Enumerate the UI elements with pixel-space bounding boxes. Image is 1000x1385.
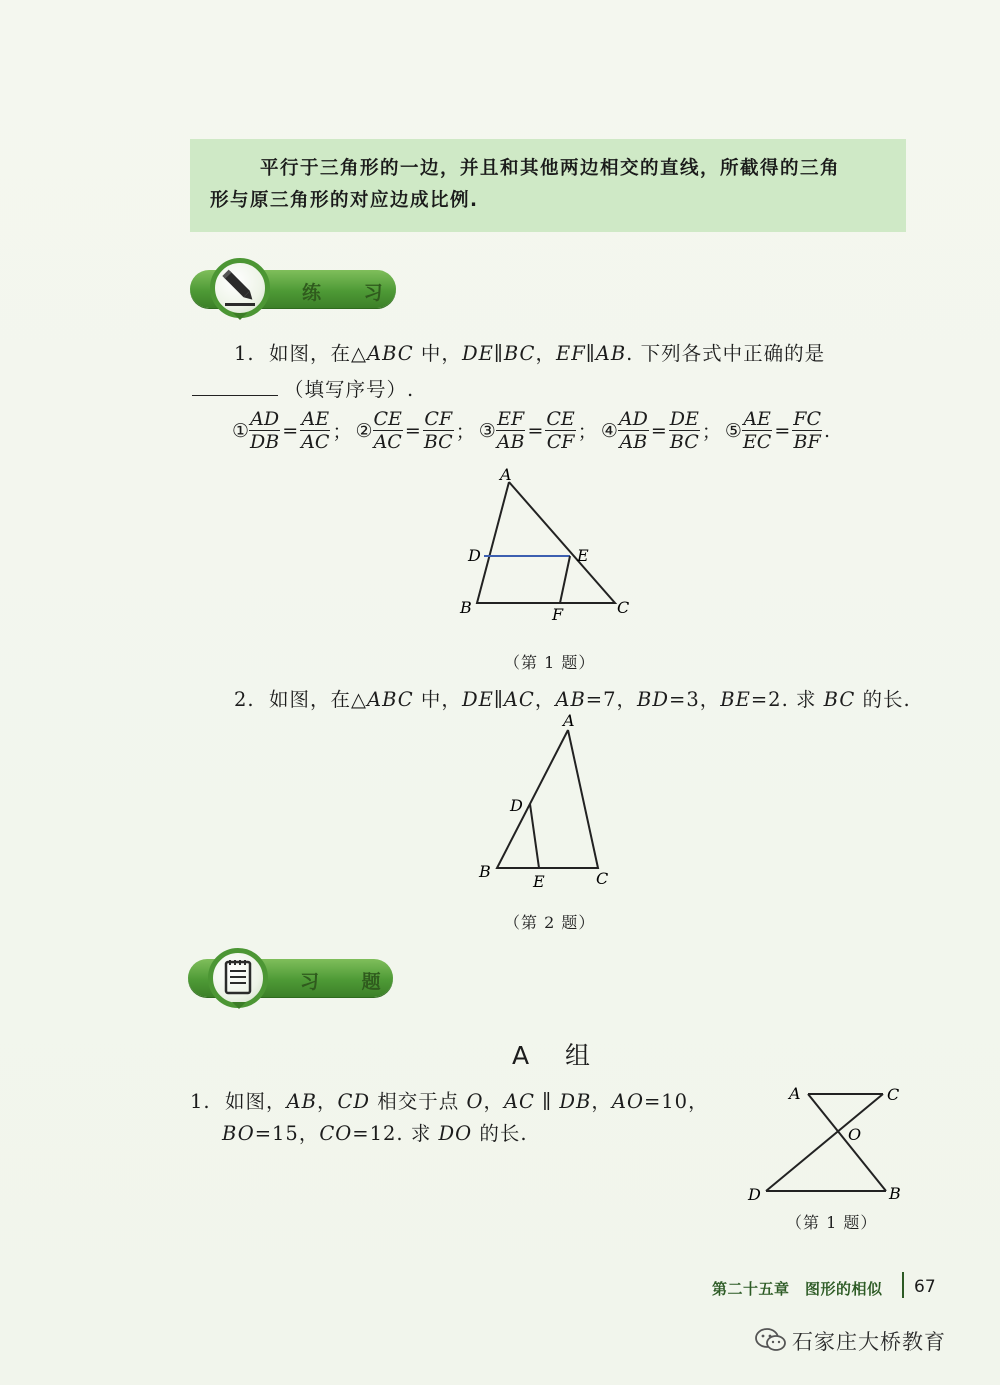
option-mark: ⑤ [724, 419, 742, 442]
label-b: B [889, 1184, 901, 1203]
option-2: ② $\frac{CE}{AC}$ = $\frac{CF}{BC}$ ； [355, 408, 475, 453]
exercises-arrow-icon [232, 1002, 246, 1009]
fraction: $\frac{AD}{DB}$ [250, 408, 280, 453]
practice-label: 练 习 [302, 282, 401, 304]
triangle-abc [477, 482, 615, 603]
exercise-q1-line1: 1. 如图，AB，CD 相交于点 O，AC ∥ DB，AO=10， [190, 1090, 709, 1113]
practice-q2-figure [470, 706, 620, 891]
exercises-icon-circle [208, 948, 268, 1008]
label-a: A [789, 1084, 801, 1103]
label-o: O [848, 1125, 862, 1144]
pencil-icon [215, 263, 265, 313]
exercises-label: 习 题 [300, 971, 399, 993]
label-c: C [596, 869, 609, 888]
option-mark: ① [232, 419, 250, 442]
label-a: A [563, 711, 575, 730]
fraction: $\frac{EF}{AB}$ [496, 408, 525, 453]
practice-arrow-icon [233, 313, 247, 320]
label-c: C [887, 1085, 900, 1104]
exercise-q1-caption: （第 1 题） [786, 1213, 878, 1232]
practice-q1-line1: 1. 如图，在△ABC 中，DE∥BC，EF∥AB. 下列各式中正确的是 [234, 342, 826, 365]
fraction: $\frac{CE}{CF}$ [546, 408, 575, 453]
option-3: ③ $\frac{EF}{AB}$ = $\frac{CE}{CF}$ ； [478, 408, 597, 453]
label-b: B [460, 598, 472, 617]
practice-q1-figure [455, 460, 645, 630]
fraction: $\frac{CF}{BC}$ [423, 408, 453, 453]
practice-q1-caption: （第 1 题） [504, 653, 596, 672]
practice-q2-text: 2. 如图，在△ABC 中，DE∥AC，AB=7，BD=3，BE=2. 求 BC 的长. [234, 688, 911, 711]
practice-icon-circle [210, 258, 270, 318]
practice-q1-line2: （填写序号）. [192, 374, 414, 402]
label-e: E [577, 546, 589, 565]
answer-blank[interactable] [192, 395, 278, 396]
exercise-q1-line2: BO=15，CO=12. 求 DO 的长. [222, 1122, 528, 1145]
exercise-q1-figure [740, 1078, 910, 1208]
page-number: 67 [914, 1277, 936, 1297]
fraction: $\frac{DE}{BC}$ [669, 408, 699, 453]
wechat-icon [754, 1326, 788, 1354]
fraction: $\frac{AE}{AC}$ [301, 408, 330, 453]
fraction: $\frac{AE}{EC}$ [742, 408, 772, 453]
fraction: $\frac{CE}{AC}$ [373, 408, 402, 453]
theorem-box [190, 139, 906, 232]
option-mark: ④ [600, 419, 618, 442]
label-d: D [748, 1185, 761, 1204]
label-e: E [533, 872, 545, 891]
notepad-icon [213, 953, 263, 1003]
option-4: ④ $\frac{AD}{AB}$ = $\frac{DE}{BC}$ ； [600, 408, 721, 453]
segment-de [530, 804, 539, 868]
fraction: $\frac{AD}{AB}$ [618, 408, 648, 453]
practice-q1-options [232, 408, 834, 453]
group-title: A 组 [512, 1041, 605, 1070]
option-1: ① $\frac{AD}{DB}$ = $\frac{AE}{AC}$ ； [232, 408, 352, 453]
practice-q2-caption: （第 2 题） [504, 913, 596, 932]
segment-cd [766, 1094, 883, 1191]
segment-ef [560, 556, 570, 603]
label-f: F [552, 605, 564, 624]
label-b: B [479, 862, 491, 881]
theorem-line-2: 形与原三角形的对应边成比例. [210, 190, 479, 211]
footer-divider [902, 1272, 904, 1298]
label-a: A [500, 465, 512, 484]
option-mark: ③ [478, 419, 496, 442]
option-5: ⑤ $\frac{AE}{EC}$ = $\frac{FC}{BF}$ . [724, 408, 831, 453]
footer-chapter: 第二十五章 图形的相似 [712, 1280, 883, 1298]
label-c: C [617, 598, 630, 617]
theorem-line-1: 平行于三角形的一边，并且和其他两边相交的直线，所截得的三角 [260, 158, 841, 179]
label-d: D [510, 796, 523, 815]
watermark-text: 石家庄大桥教育 [792, 1330, 946, 1354]
fraction: $\frac{FC}{BF}$ [793, 408, 821, 453]
label-d: D [468, 546, 481, 565]
option-mark: ② [355, 419, 373, 442]
segment-ab [808, 1094, 886, 1191]
